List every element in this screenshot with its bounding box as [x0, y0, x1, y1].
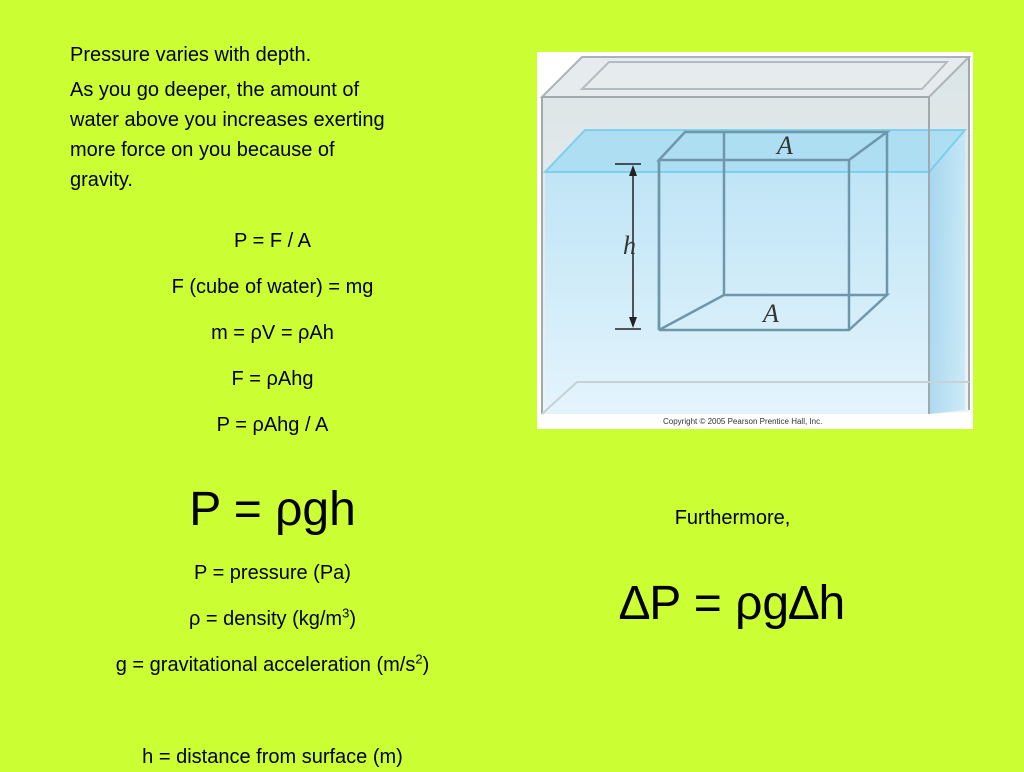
- intro-line-1: Pressure varies with depth.: [70, 44, 312, 66]
- definition-density: [70, 604, 475, 634]
- intro-text: [70, 40, 480, 200]
- definition-distance: h = distance from surface (m): [142, 746, 403, 768]
- density-close: ): [349, 608, 356, 630]
- gravity-text: g = gravitational acceleration (m/s: [115, 654, 416, 676]
- intro-line-2b: water above you increases exerting: [70, 109, 385, 131]
- derivation-step-5: P = ρAhg / A: [216, 414, 329, 436]
- derivation-step-3: m = ρV = ρAh: [211, 322, 334, 344]
- intro-line-2c: more force on you because of: [70, 139, 335, 161]
- main-equation: P = ρgh: [189, 483, 356, 536]
- density-exponent: 3: [342, 605, 350, 621]
- definition-gravity: [70, 650, 475, 680]
- derivation-step-1: P = F / A: [234, 230, 311, 252]
- water-tank-diagram: [537, 52, 973, 429]
- water-tank-figure: [537, 52, 973, 429]
- furthermore-text: Furthermore,: [674, 507, 791, 529]
- gravity-close: ): [422, 654, 430, 676]
- intro-line-2a: As you go deeper, the amount of: [70, 79, 360, 101]
- intro-paragraph: [70, 75, 480, 195]
- label-area-top: A: [777, 131, 793, 160]
- delta-equation: ∆P = ρg∆h: [619, 577, 846, 630]
- definition-pressure: P = pressure (Pa): [194, 562, 351, 584]
- density-text: ρ = density (kg/m: [188, 608, 343, 630]
- derivation-step-2: F (cube of water) = mg: [171, 276, 374, 298]
- gravity-exponent: 2: [415, 651, 423, 667]
- label-height: h: [623, 231, 636, 260]
- intro-line-2d: gravity.: [70, 169, 133, 191]
- figure-copyright: Copyright © 2005 Pearson Prentice Hall, Inc.: [663, 417, 823, 426]
- label-area-bottom: A: [763, 299, 779, 328]
- derivation-step-4: F = ρAhg: [231, 368, 314, 390]
